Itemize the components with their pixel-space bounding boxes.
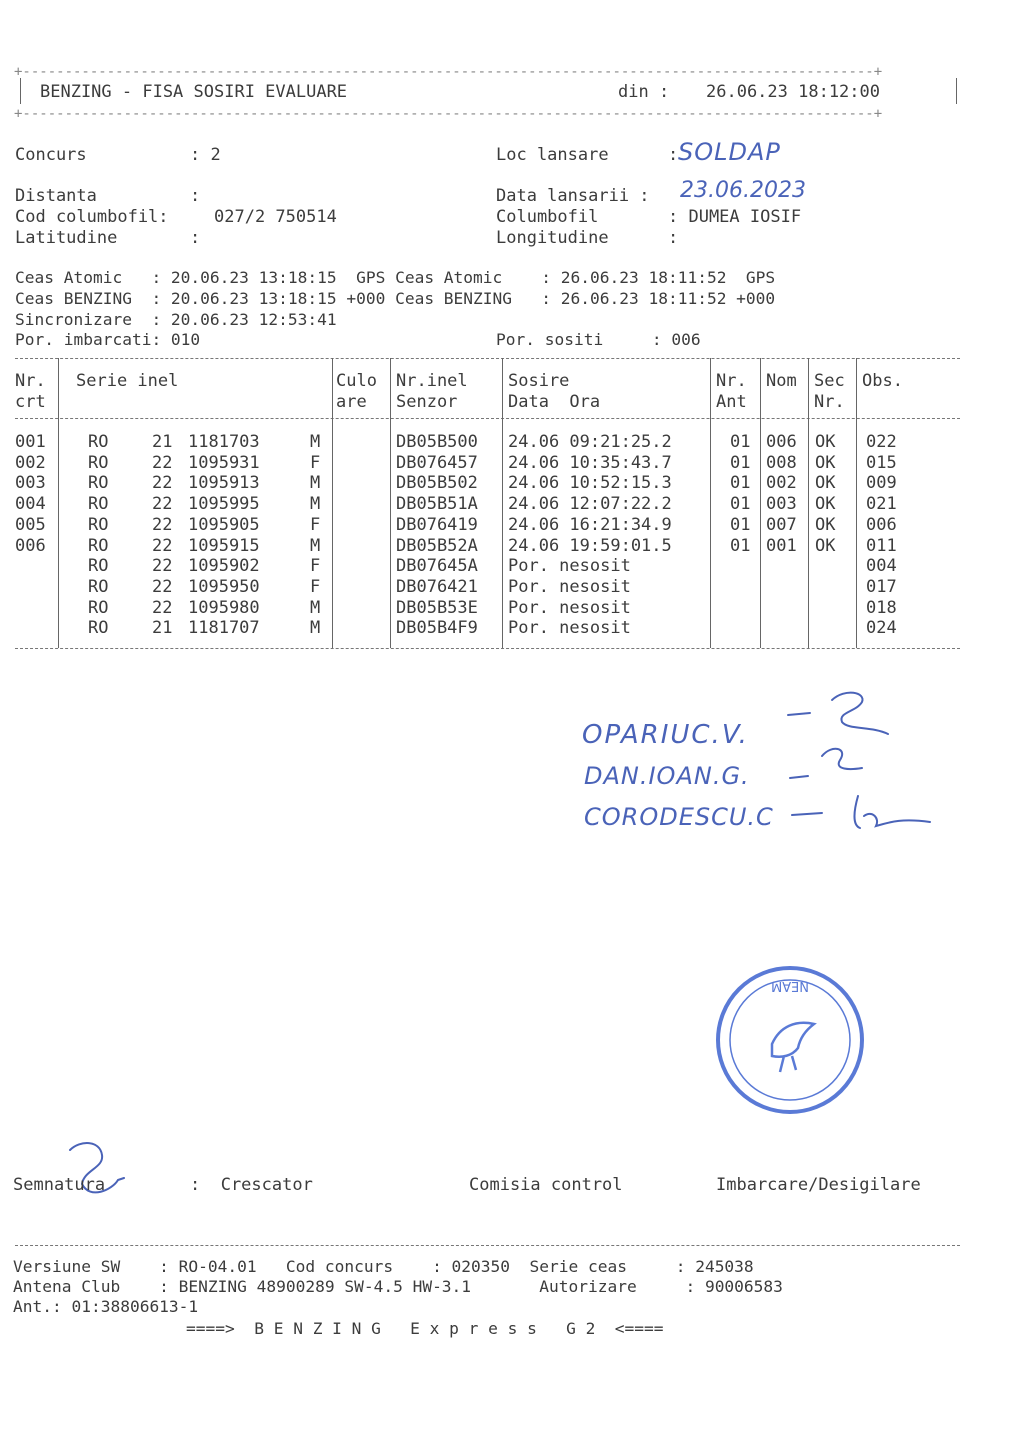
th-nom: Nom	[766, 371, 797, 391]
cell-sex: F	[310, 556, 321, 577]
th-sec-nr: Nr.	[814, 392, 845, 412]
cell-obs: 017	[866, 576, 897, 597]
cell-nr: 006	[15, 535, 46, 556]
cell-sex: M	[310, 432, 321, 452]
cell-sex: M	[310, 618, 321, 639]
cell-inel: 1095902	[188, 556, 260, 577]
cell-obs: 006	[866, 514, 897, 535]
th-crt: crt	[15, 392, 46, 412]
cell-sec: OK	[815, 432, 836, 452]
cell-inel: 1095980	[188, 597, 260, 618]
cell-sex: F	[310, 514, 321, 535]
cell-sex: M	[310, 494, 321, 515]
cell-senzor: DB076421	[396, 576, 478, 597]
cell-sosire: Por. nesosit	[508, 576, 631, 597]
loc-lansare-handwritten: SOLDAP	[678, 138, 781, 166]
cell-sosire: 24.06 16:21:34.9	[508, 514, 672, 535]
cell-senzor: DB05B502	[396, 473, 478, 494]
cell-inel: 1095931	[188, 452, 260, 473]
longitudine-label: Longitudine	[496, 228, 609, 248]
cod-columbofil-label: Cod columbofil:	[15, 207, 169, 227]
comisia-control-label: Comisia control	[469, 1175, 623, 1195]
header-date-label: din :	[618, 82, 670, 102]
cell-senzor: DB05B52A	[396, 535, 478, 556]
latitudine-value: :	[190, 228, 201, 248]
th-senzor: Senzor	[396, 392, 458, 412]
cell-obs: 015	[866, 452, 897, 473]
handwritten-name-3: CORODESCU.C	[584, 803, 774, 831]
cell-tara: RO	[88, 597, 109, 618]
cell-tara: RO	[88, 535, 109, 556]
cell-sosire: 24.06 19:59:01.5	[508, 535, 672, 556]
cell-an: 21	[152, 618, 173, 639]
handwritten-name-2: DAN.IOAN.G.	[584, 762, 750, 790]
concurs-value: : 2	[190, 145, 221, 165]
cell-inel: 1095913	[188, 473, 260, 494]
cell-sex: F	[310, 576, 321, 597]
cell-ant: 01	[730, 535, 751, 556]
cell-sosire: 24.06 10:52:15.3	[508, 473, 672, 494]
longitudine-value: :	[668, 228, 679, 248]
cell-inel: 1181703	[188, 432, 260, 452]
cell-obs: 009	[866, 473, 897, 494]
footer-separator	[15, 1245, 960, 1246]
ceas-atomic-row: Ceas Atomic : 20.06.23 13:18:15 GPS Ceas Atomic : 26.06.23 18:11:52 GPS	[15, 268, 776, 287]
cell-nom: 008	[766, 452, 797, 473]
cell-sex: M	[310, 473, 321, 494]
cell-sex: M	[310, 535, 321, 556]
cell-sec: OK	[815, 494, 836, 515]
cell-obs: 022	[866, 432, 897, 452]
header-top-border: +-----------------------------------------------------------------------------------------------------+	[14, 64, 883, 80]
footer-line-2: Antena Club : BENZING 48900289 SW-4.5 HW-3.1 Autorizare : 90006583	[13, 1277, 783, 1296]
cell-sec: OK	[815, 473, 836, 494]
cell-tara: RO	[88, 618, 109, 639]
cell-obs: 011	[866, 535, 897, 556]
columbofil-label: Columbofil	[496, 207, 599, 227]
cell-senzor: DB07645A	[396, 556, 478, 577]
cell-tara: RO	[88, 514, 109, 535]
cell-inel: 1181707	[188, 618, 260, 639]
ceas-benzing-row: Ceas BENZING : 20.06.23 13:18:15 +000 Ceas BENZING : 26.06.23 18:11:52 +000	[15, 289, 776, 308]
data-lansarii-handwritten: 23.06.2023	[680, 178, 806, 203]
header-date-value: 26.06.23 18:12:00	[706, 82, 880, 102]
imbarcati-row: Por. imbarcati: 010	[15, 330, 201, 349]
cell-ant: 01	[730, 452, 751, 473]
dove-icon	[772, 1023, 814, 1072]
semnatura-label: Semnatura	[13, 1175, 106, 1195]
cell-inel: 1095905	[188, 514, 260, 535]
cell-sex: F	[310, 452, 321, 473]
cell-an: 22	[152, 576, 173, 597]
cell-tara: RO	[88, 473, 109, 494]
latitudine-label: Latitudine	[15, 228, 118, 248]
cell-nr: 001	[15, 432, 46, 452]
cell-sosire: 24.06 12:07:22.2	[508, 494, 672, 515]
cell-an: 22	[152, 556, 173, 577]
cell-an: 22	[152, 514, 173, 535]
cell-inel: 1095995	[188, 494, 260, 515]
loc-colon: :	[668, 145, 679, 165]
th-nr: Nr.	[15, 371, 46, 391]
cell-sec: OK	[815, 535, 836, 556]
cell-tara: RO	[88, 452, 109, 473]
footer-line-1: Versiune SW : RO-04.01 Cod concurs : 020350 Serie ceas : 245038	[13, 1257, 754, 1276]
cell-senzor: DB05B51A	[396, 494, 478, 515]
th-data-ora: Data Ora	[508, 392, 601, 412]
header-bottom-border: +-----------------------------------------------------------------------------------------------------+	[14, 106, 883, 122]
cell-tara: RO	[88, 494, 109, 515]
cell-nom: 003	[766, 494, 797, 515]
cell-nr: 005	[15, 514, 46, 535]
cell-sosire: Por. nesosit	[508, 597, 631, 618]
sositi-row: Por. sositi : 006	[496, 330, 701, 349]
cell-senzor: DB076419	[396, 514, 478, 535]
cod-columbofil-value: 027/2 750514	[214, 207, 337, 227]
cell-nom: 007	[766, 514, 797, 535]
distanta-value: :	[190, 186, 201, 206]
cell-nr: 004	[15, 494, 46, 515]
cell-sosire: 24.06 09:21:25.2	[508, 432, 672, 452]
cell-nr: 003	[15, 473, 46, 494]
header-title: BENZING - FISA SOSIRI EVALUARE	[40, 82, 348, 102]
cell-tara: RO	[88, 576, 109, 597]
stamp-top-text: NEAM	[770, 978, 810, 993]
th-ant: Ant	[716, 392, 747, 412]
cell-ant: 01	[730, 514, 751, 535]
cell-senzor: DB05B500	[396, 432, 478, 452]
cell-obs: 018	[866, 597, 897, 618]
cell-an: 22	[152, 597, 173, 618]
cell-sec: OK	[815, 514, 836, 535]
cell-an: 21	[152, 432, 173, 452]
cell-sosire: Por. nesosit	[508, 618, 631, 639]
loc-lansare-label: Loc lansare	[496, 145, 609, 165]
cell-senzor: DB05B4F9	[396, 618, 478, 639]
cell-sec: OK	[815, 452, 836, 473]
handwritten-name-1: OPARIUC.V.	[582, 720, 749, 750]
cell-ant: 01	[730, 494, 751, 515]
imbarcare-label: Imbarcare/Desigilare	[716, 1175, 921, 1195]
distanta-label: Distanta	[15, 186, 97, 206]
cell-an: 22	[152, 494, 173, 515]
cell-an: 22	[152, 535, 173, 556]
footer-line-4: ====> B E N Z I N G E x p r e s s G 2 <====	[186, 1319, 664, 1338]
data-lansarii-label: Data lansarii :	[496, 186, 650, 206]
th-obs: Obs.	[862, 371, 903, 391]
th-culo: Culo	[336, 371, 377, 391]
cell-sosire: 24.06 10:35:43.7	[508, 452, 672, 473]
th-nr-ant: Nr.	[716, 371, 747, 391]
cell-senzor: DB076457	[396, 452, 478, 473]
cell-inel: 1095950	[188, 576, 260, 597]
columbofil-value: : DUMEA IOSIF	[668, 207, 802, 227]
cell-nr: 002	[15, 452, 46, 473]
cell-nom: 001	[766, 535, 797, 556]
cell-obs: 004	[866, 556, 897, 577]
concurs-label: Concurs	[15, 145, 87, 165]
cell-nom: 006	[766, 432, 797, 452]
sincronizare-row: Sincronizare : 20.06.23 12:53:41	[15, 310, 337, 329]
th-serie-inel: Serie inel	[76, 371, 179, 391]
cell-obs: 021	[866, 494, 897, 515]
cell-sosire: Por. nesosit	[508, 556, 631, 577]
cell-ant: 01	[730, 473, 751, 494]
th-sec: Sec	[814, 371, 845, 391]
cell-obs: 024	[866, 618, 897, 639]
cell-an: 22	[152, 452, 173, 473]
footer-line-3: Ant.: 01:38806613-1	[13, 1297, 199, 1316]
cell-ant: 01	[730, 432, 751, 452]
cell-an: 22	[152, 473, 173, 494]
cell-sex: M	[310, 597, 321, 618]
th-sosire: Sosire	[508, 371, 570, 391]
club-stamp	[710, 960, 870, 1120]
cell-nom: 002	[766, 473, 797, 494]
cell-senzor: DB05B53E	[396, 597, 478, 618]
th-nr-inel: Nr.inel	[396, 371, 468, 391]
cell-tara: RO	[88, 556, 109, 577]
cell-tara: RO	[88, 432, 109, 452]
crescator-label: : Crescator	[190, 1175, 313, 1195]
th-are: are	[336, 392, 367, 412]
cell-inel: 1095915	[188, 535, 260, 556]
